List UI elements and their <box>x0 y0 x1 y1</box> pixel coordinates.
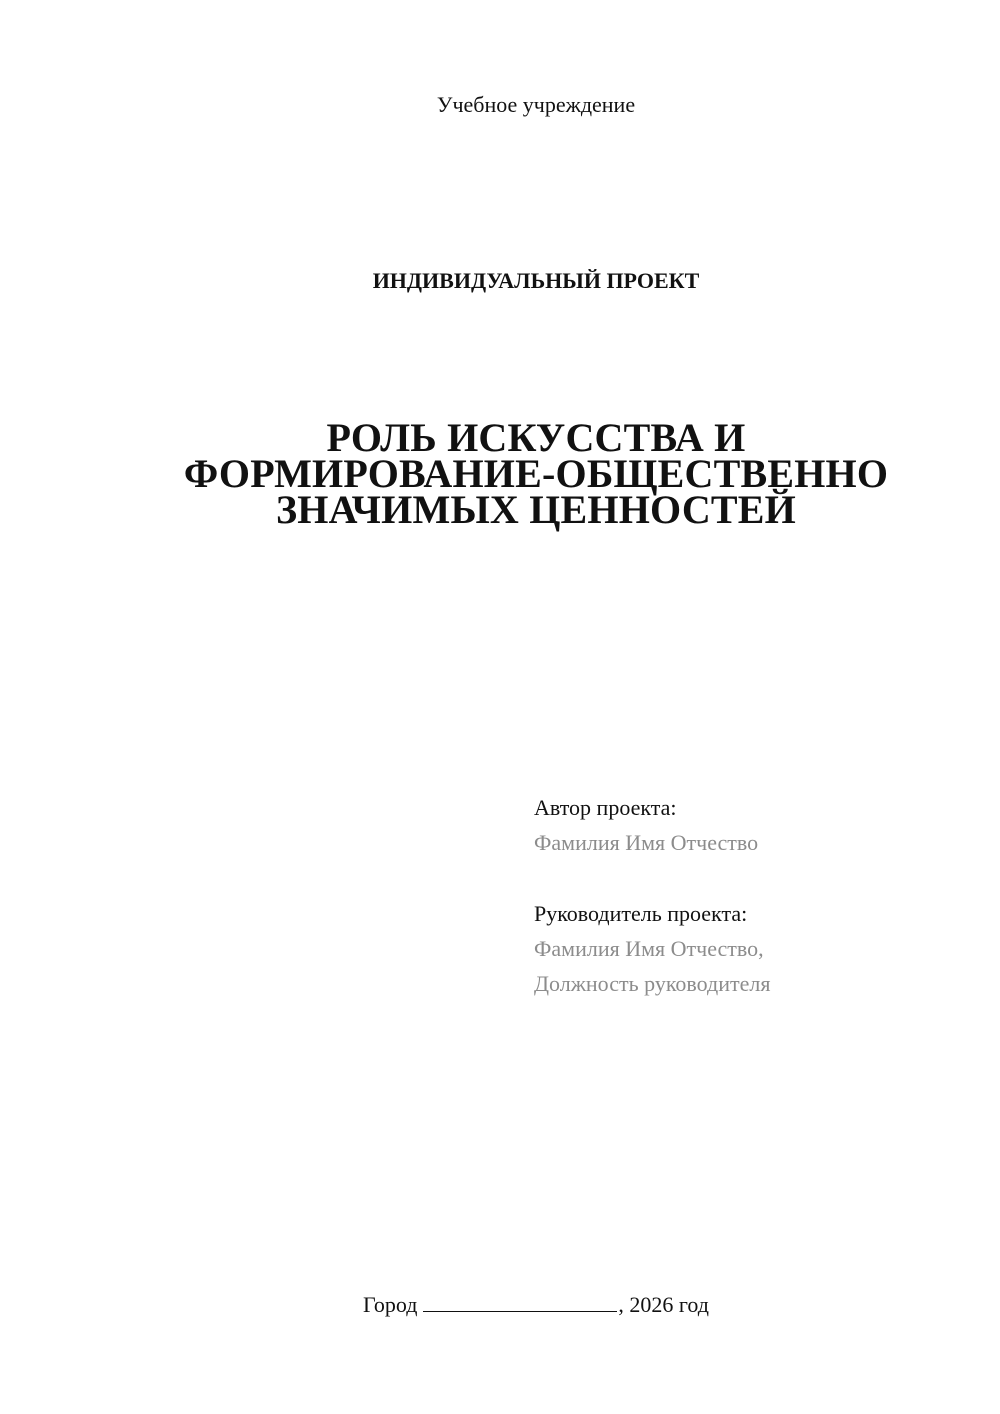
supervisor-position: Должность руководителя <box>534 971 771 996</box>
institution-name: Учебное учреждение <box>436 92 636 117</box>
city-label: Город <box>363 1292 418 1317</box>
credits-spacer <box>534 860 974 896</box>
credits-block <box>534 790 974 1001</box>
project-title <box>0 415 1000 532</box>
city-year-line <box>0 1291 1000 1319</box>
project-title-line: РОЛЬ ИСКУССТВА И <box>326 415 746 460</box>
city-blank-line <box>423 1291 617 1312</box>
author-name: Фамилия Имя Отчество <box>534 830 759 855</box>
supervisor-name: Фамилия Имя Отчество, <box>534 936 764 961</box>
year-text: , 2026 год <box>618 1292 709 1317</box>
supervisor-label: Руководитель проекта: <box>534 901 748 926</box>
project-title-line: ЗНАЧИМЫХ ЦЕННОСТЕЙ <box>275 487 796 532</box>
document-type: ИНДИВИДУАЛЬНЫЙ ПРОЕКТ <box>372 268 700 293</box>
project-title-line: ФОРМИРОВАНИЕ-ОБЩЕСТВЕННО <box>183 451 889 496</box>
author-label: Автор проекта: <box>534 795 677 820</box>
